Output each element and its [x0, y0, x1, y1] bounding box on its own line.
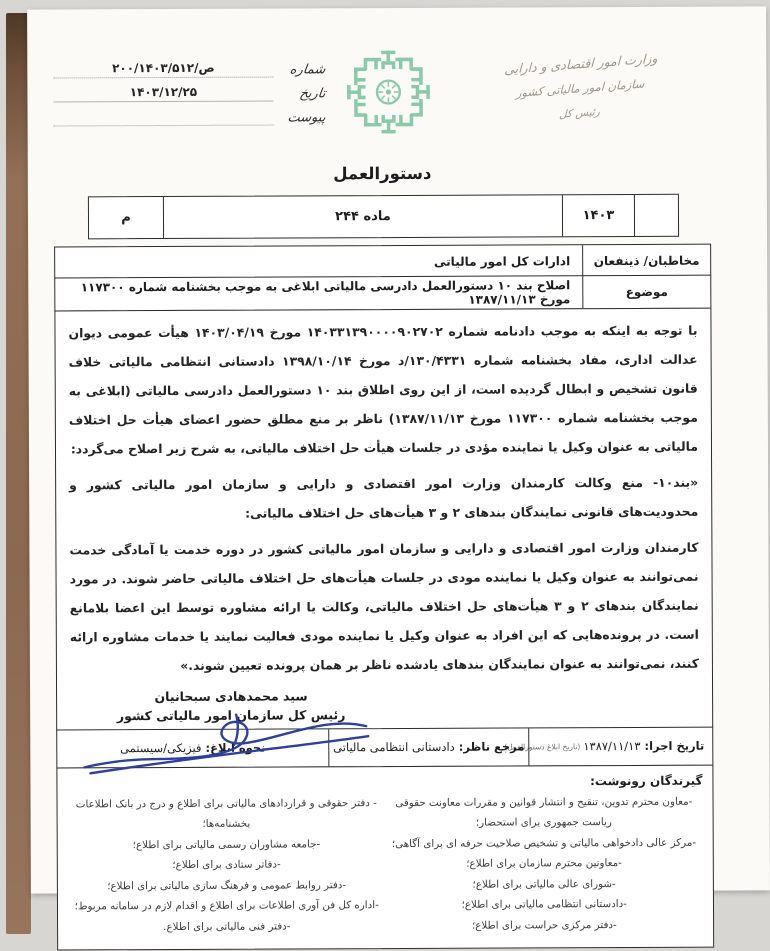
copy-recipients-columns: [67, 791, 703, 937]
notification-method-label: نحوه ابلاغ:: [205, 741, 265, 755]
registration-stamp: [53, 38, 325, 133]
recipient-item: -مرکز عالی دادخواهی مالیاتی و تشخیص صلاحیت حرفه ای برای آگاهی؛: [385, 832, 703, 854]
letterhead-president: رئیس کل: [449, 92, 709, 136]
body-paragraph-3: کارمندان وزارت امور اقتصادی و دارایی و سازمان امور مالیاتی کشور در دوره خدمت یا آمادگی خدمت نمی‌توانند به عنوان وکیل یا نماینده مودی در جلسات هیأت‌های حل اختلاف مالیاتی حاضر شوند. در مورد نمایندگان بندهای ۲ و ۳ هیأت‌های حل اختلاف مالیاتی، وکالت یا ارائه مشاوره توسط این اعضا بلامانع است. در پرونده‌هایی که این افراد به عنوان وکیل یا نماینده مودی فعالیت نمایند یا خدمات مشاوره ارائه کنند، نمی‌توانند به عنوان نمایندگان بندهای یادشده ناظر بر همان پرونده تعیین شوند.»: [69, 533, 699, 681]
stamp-attachment-label: پیوست: [273, 110, 327, 125]
meta-table: [88, 194, 679, 240]
subject-row: [54, 275, 711, 312]
signer-title: رئیس کل سازمان امور مالیاتی کشور: [106, 705, 356, 725]
copy-recipients-heading: گیرندگان رونوشت:: [67, 773, 702, 790]
letterhead: [449, 27, 711, 136]
subject-label: موضوع: [582, 276, 710, 309]
document-title: دستورالعمل: [54, 163, 711, 185]
recipient-item: -دفتر فنی مالیاتی برای اطلاع.: [68, 916, 386, 938]
recipient-item: -شورای عالی مالیاتی برای اطلاع؛: [385, 873, 703, 895]
notification-method-cell: [57, 729, 328, 768]
signature-block: [106, 686, 356, 725]
execution-date-note: (تاریخ ابلاغ دستورالعمل): [504, 742, 580, 751]
body-paragraph-2: «بند۱۰- منع وکالت کارمندان وزارت امور اقتصادی و دارایی و سازمان امور مالیاتی کشور و محدودیت‌های قانونی نمایندگان بندهای ۲ و ۳ هیأت‌های حل اختلاف مالیاتی:: [69, 468, 698, 529]
supervisor-cell: [328, 728, 528, 767]
audience-row: [54, 244, 711, 280]
supervisor-value: دادستانی انتظامی مالیاتی: [333, 740, 455, 755]
letterhead-ministry: وزارت امور اقتصادی و دارایی: [451, 41, 711, 85]
execution-date-value: ۱۳۸۷/۱۱/۱۳: [583, 739, 640, 753]
recipient-item: - دفتر حقوقی و قراردادهای مالیاتی برای اطلاع و درج در بانک اطلاعات بخشنامه‌ها؛: [67, 793, 385, 835]
document-page: [27, 6, 770, 893]
copy-recipients-left-column: [67, 793, 385, 938]
audience-value: ادارات کل امور مالیاتی: [55, 245, 582, 278]
recipient-item: -معاونین محترم سازمان برای اطلاع؛: [385, 853, 703, 875]
directive-body: [54, 307, 713, 730]
supervisor-label: مرجع ناظر:: [459, 740, 525, 754]
recipient-item: -معاون محترم تدوین، تنقیح و انتشار قوانین و مقررات معاونت حقوقی ریاست جمهوری برای استحضار؛: [385, 791, 703, 833]
stamp-number-value: ص/۲۰۰/۱۴۰۳/۵۱۲: [53, 61, 273, 79]
meta-blank-cell: [634, 195, 678, 236]
execution-date-cell: [528, 727, 712, 766]
meta-article-cell: ماده ۲۴۴: [163, 195, 562, 238]
stamp-date-row: [53, 84, 325, 102]
recipient-item: -دفتر روابط عمومی و فرهنگ سازی مالیاتی برای اطلاع؛: [68, 875, 386, 897]
logo-container: [325, 38, 450, 139]
info-table: [54, 244, 711, 312]
recipient-item: -اداره کل فن آوری اطلاعات برای اطلاع و اقدام لازم در سامانه مربوط؛: [68, 895, 386, 917]
copy-recipients-box: [56, 764, 714, 950]
body-paragraph-1: با توجه به اینکه به موجب دادنامه شماره ۱۴۰۳۳۱۳۹۰۰۰۰۹۰۲۷۰۲ مورخ ۱۴۰۳/۰۴/۱۹ هیأت عمومی دیوان عدالت اداری، مفاد بخشنامه شماره ۱۳۰/۴۳۳۱/د مورخ ۱۳۹۸/۱۰/۱۴ دادستانی انتظامی مالیاتی خلاف قانون تشخیص و ابطال گردیده است، از این روی اطلاق بند ۱۰ دستورالعمل دادرسی مالیاتی (ابلاغی به موجب بخشنامه شماره ۱۱۷۳۰۰ مورخ ۱۳۸۷/۱۱/۱۳) ناظر بر منع مطلق حضور اعضای هیأت حل اختلاف مالیاتی به عنوان وکیل یا نماینده مؤدی در جلسات هیأت حل اختلاف مالیاتی، به شرح زیر اصلاح می‌گردد:: [68, 316, 698, 464]
signer-name: سید محمدهادی سبحانیان: [106, 686, 356, 706]
stamp-attachment-row: [54, 108, 326, 126]
stamp-number-row: [53, 60, 325, 78]
meta-year-cell: ۱۴۰۳: [562, 195, 634, 236]
execution-table: [56, 726, 713, 769]
audience-label: مخاطبان/ ذینفعان: [582, 245, 710, 277]
stamp-number-label: شماره: [272, 62, 326, 77]
recipient-item: -دفتر مرکزی حراست برای اطلاع؛: [386, 914, 704, 936]
meta-type-code-cell: م: [89, 197, 163, 238]
recipient-item: -جامعه مشاوران رسمی مالیاتی برای اطلاع؛: [68, 834, 386, 856]
letterhead-organization: سازمان امور مالیاتی کشور: [450, 67, 710, 111]
notification-method-value: فیزیکی/سیستمی: [120, 741, 201, 755]
execution-date-label: تاریخ اجرا:: [644, 739, 704, 753]
stamp-date-label: تاریخ: [272, 86, 326, 101]
recipient-item: -دادستانی انتظامی مالیاتی برای اطلاع؛: [385, 894, 703, 916]
document-header: [53, 37, 711, 158]
stamp-date-value: ۱۴۰۳/۱۲/۲۵: [53, 85, 273, 103]
tax-organization-emblem-icon: [344, 46, 432, 138]
recipient-item: -دفاتر ستادی برای اطلاع؛: [68, 854, 386, 876]
stamp-attachment-value: [54, 109, 274, 127]
subject-value: اصلاح بند ۱۰ دستورالعمل دادرسی مالیاتی ابلاغی به موجب بخشنامه شماره ۱۱۷۳۰۰ مورخ ۱۳۸۷/۱۱/۱۳: [55, 277, 582, 311]
copy-recipients-right-column: [385, 791, 703, 936]
